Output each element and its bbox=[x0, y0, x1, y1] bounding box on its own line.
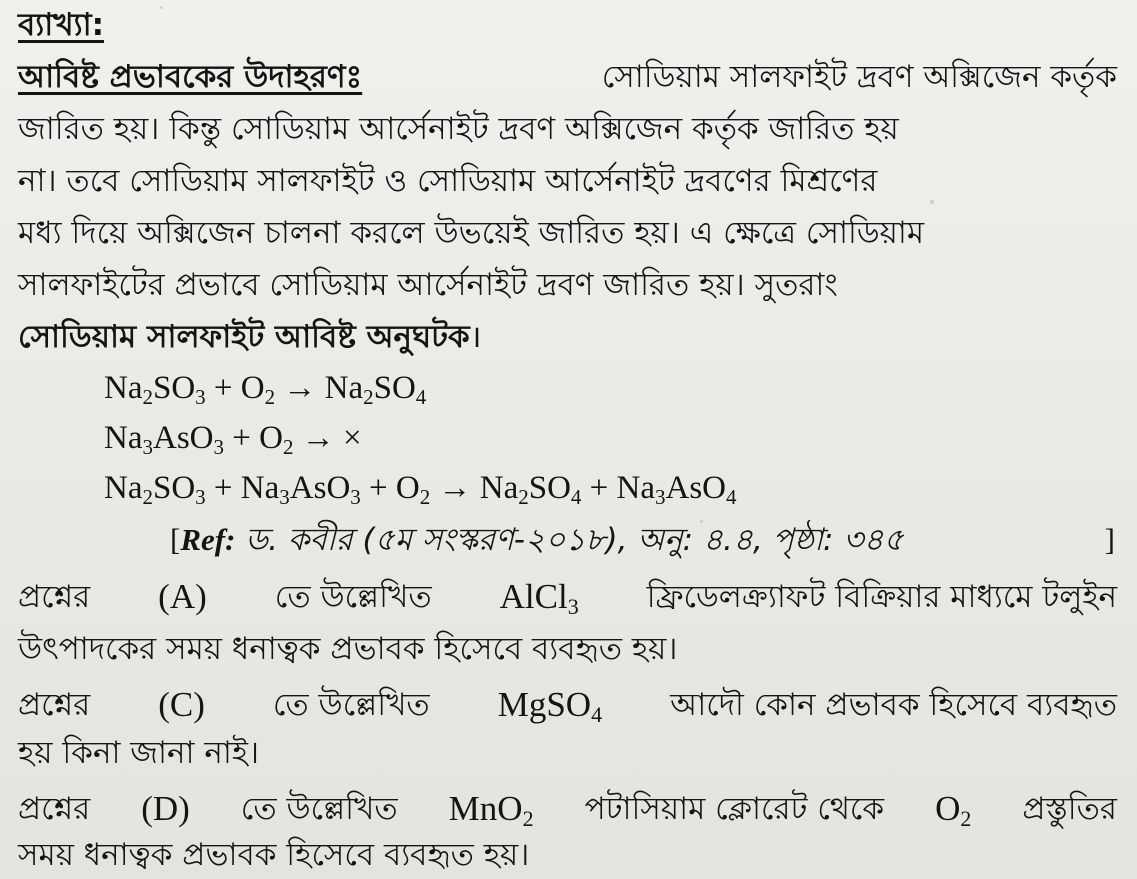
reaction-arrow: → bbox=[293, 420, 343, 456]
equation-3: $Na_2SO_3 + Na_3AsO_3 + O_2 \to Na_2SO_4 + Na_3AsO_4$ bbox=[104, 470, 737, 509]
answer-a-line-2: উৎপাদকের সময় ধনাত্বক প্রভাবক হিসেবে ব্যবহৃত হয়। bbox=[18, 631, 678, 667]
paragraph-line-2 bbox=[18, 110, 1117, 148]
answer-d-line-1: প্রশ্নের (D) তে উল্লেখিত MnO$_2$ পটাসিয়াম ক্লোরেট থেকে $O_2$ প্রস্তুতির bbox=[18, 789, 1117, 831]
chem-mno2: MnO$_2$ bbox=[448, 789, 534, 831]
reaction-arrow: → bbox=[430, 470, 480, 506]
paragraph-line-4 bbox=[18, 214, 1117, 252]
paragraph-line-5-text: সালফাইটের প্রভাবে সোডিয়াম আর্সেনাইট দ্রবণ জারিত হয়। সুতরাং bbox=[18, 267, 838, 303]
paragraph-line-1-text: সোডিয়াম সালফাইট দ্রবণ অক্সিজেন কর্তৃক bbox=[601, 59, 1117, 95]
answer-c-line-1: প্রশ্নের (C) তে উল্লেখিত MgSO$_4$ আদৌ কোন প্রভাবক হিসেবে ব্যবহৃত bbox=[18, 685, 1117, 727]
ref-label: Ref: bbox=[180, 522, 236, 557]
paragraph-line-1 bbox=[18, 58, 1117, 96]
answer-a-line-1: প্রশ্নের (A) তে উল্লেখিত AlCl$_3$ ফ্রিডেলক্র্যাফট বিক্রিয়ার মাধ্যমে টলুইন bbox=[18, 577, 1117, 619]
ref-open-bracket: [ bbox=[170, 522, 181, 557]
ref-citation: ড. কবীর (৫ম সংস্করণ-২০১৮), অনু: ৪.৪, পৃষ্ঠা: ৩৪৫ bbox=[245, 522, 904, 558]
answer-c-line-2: হয় কিনা জানা নাই। bbox=[18, 735, 260, 771]
heading-text: ব্যাখ্যা: bbox=[18, 7, 104, 43]
conclusion-bold: সোডিয়াম সালফাইট আবিষ্ট অনুঘটক bbox=[18, 319, 470, 355]
explanation-heading bbox=[18, 6, 1117, 44]
print-speck bbox=[930, 200, 934, 204]
paragraph-line-6 bbox=[18, 318, 1117, 356]
answer-d-line-2: সময় ধনাত্বক প্রভাবক হিসেবে ব্যবহৃত হয়। bbox=[18, 837, 530, 873]
paragraph-line-3-text: না। তবে সোডিয়াম সালফাইট ও সোডিয়াম আর্সেনাইট দ্রবণের মিশ্রণের bbox=[18, 163, 878, 199]
conclusion-end: । bbox=[469, 319, 482, 355]
chem-mgso4: MgSO$_4$ bbox=[497, 685, 603, 727]
paragraph-line-5 bbox=[18, 266, 1117, 304]
chem-o2: $O_2$ bbox=[935, 789, 972, 831]
paragraph-line-4-text: মধ্য দিয়ে অক্সিজেন চালনা করলে উভয়েই জারিত হয়। এ ক্ষেত্রে সোডিয়াম bbox=[18, 215, 925, 251]
reference-line bbox=[170, 520, 1115, 560]
paragraph-line-2-text: জারিত হয়। কিন্তু সোডিয়াম আর্সেনাইট দ্রবণ অক্সিজেন কর্তৃক জারিত হয় bbox=[18, 111, 899, 147]
equation-2: $Na_3AsO_3 + O_2$ → × bbox=[104, 420, 362, 459]
ref-close-bracket: ] bbox=[1104, 522, 1115, 557]
chem-alcl3: AlCl$_3$ bbox=[499, 577, 579, 619]
reaction-arrow: → bbox=[275, 370, 325, 406]
example-label: আবিষ্ট প্রভাবকের উদাহরণঃ bbox=[18, 59, 363, 95]
paragraph-line-3 bbox=[18, 162, 1117, 200]
equation-1: $Na_2SO_3 + O_2 \to Na_2SO_4$ bbox=[104, 370, 427, 409]
no-reaction-cross: × bbox=[342, 420, 362, 456]
